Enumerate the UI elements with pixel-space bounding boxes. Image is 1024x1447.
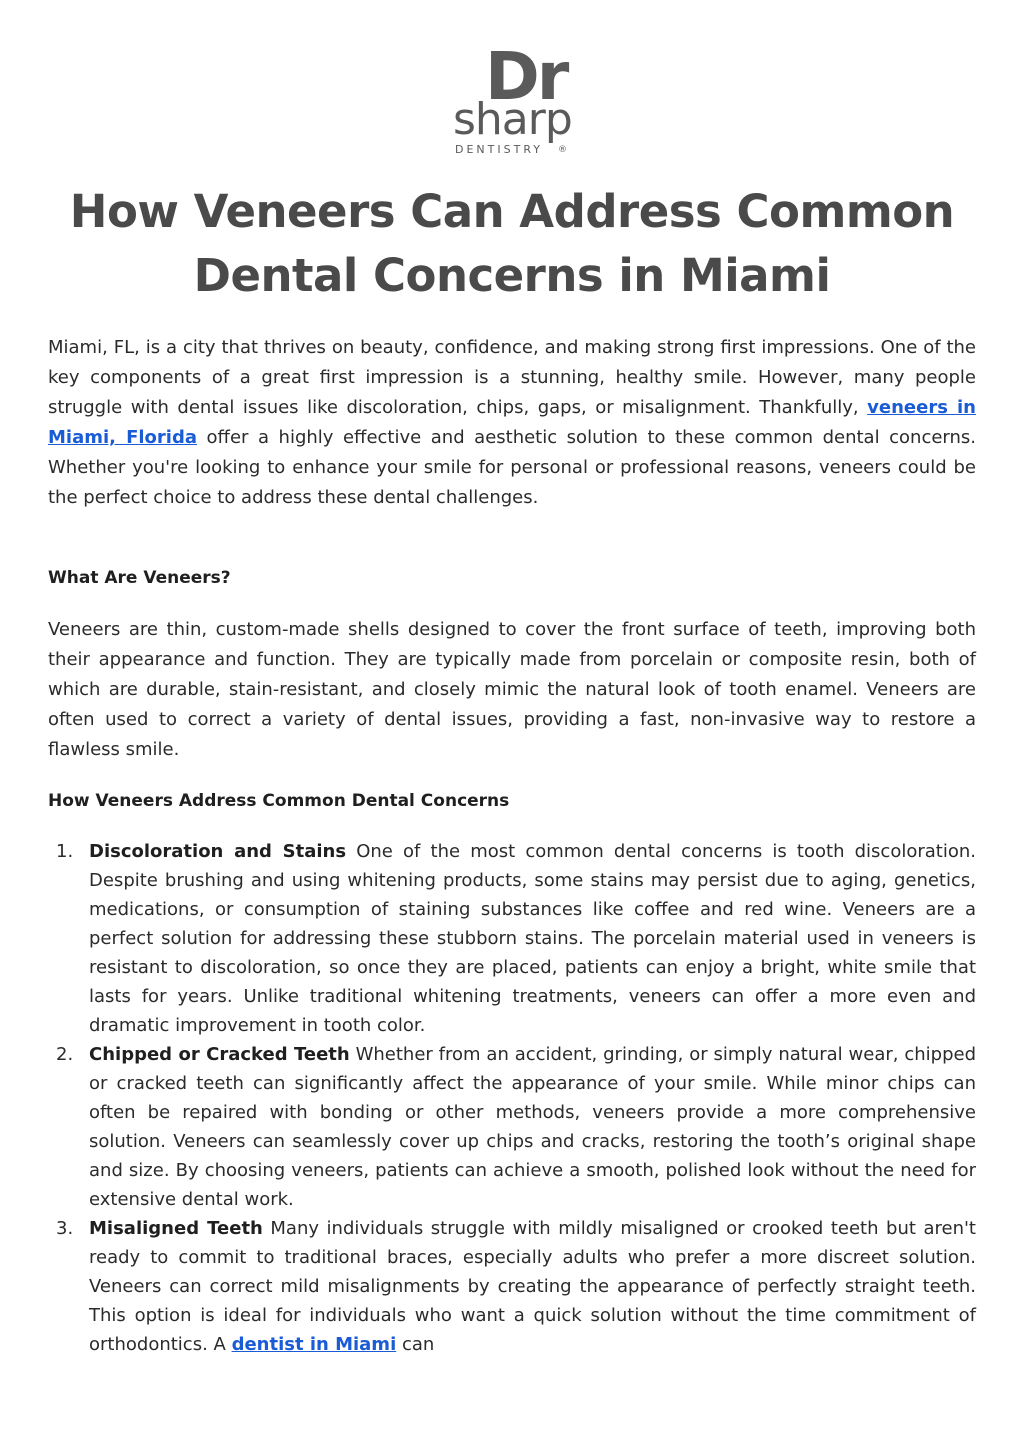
logo-dentistry-text: DENTISTRY [455,143,543,156]
logo-dr-text: Dr [485,38,567,115]
intro-text-before: Miami, FL, is a city that thrives on beauty, confidence, and making strong first impressions. One of the key components of a great first impression is a stunning, healthy smile. However, many people struggle with dental issues like discoloration, chips, gaps, or misalignment. Thankfully, [48,337,976,418]
intro-text-after: offer a highly effective and aesthetic solution to these common dental concerns. Whether you're looking to enhance your smile for personal or professional reasons, veneers could be the perfect choice to address these dental challenges. [48,427,977,508]
list-number: 1. [56,841,74,862]
list-item-text: Many individuals struggle with mildly misaligned or crooked teeth but aren't ready to commit to traditional braces, especially adults who prefer a more discreet solution. Veneers can correct mild misalignments by creating the appearance of perfectly straight teeth. This option is ideal for individuals who want a quick solution without the time commitment of orthodontics. A [89,1218,976,1355]
concerns-list [48,837,976,1359]
what-are-veneers-paragraph: Veneers are thin, custom-made shells designed to cover the front surface of teeth, improving both their appearance and function. They are typically made from porcelain or composite resin, both of which are durable, stain-resistant, and closely mimic the natural look of tooth enamel. Veneers are often used to correct a variety of dental issues, providing a fast, non-invasive way to restore a flawless smile. [48,619,976,760]
intro-paragraph [48,333,976,513]
list-number: 3. [56,1218,74,1239]
list-item [48,1214,976,1359]
section-heading-what-are-veneers: What Are Veneers? [48,568,231,588]
registered-mark-icon: ® [558,145,567,155]
logo-sharp-text: sharp [453,94,572,145]
dentist-in-miami-link[interactable]: dentist in Miami [231,1334,397,1355]
list-item-text-after: can [396,1334,435,1355]
list-item [48,837,976,1040]
list-item-text: One of the most common dental concerns is tooth discoloration. Despite brushing and using whitening products, some stains may persist due to aging, genetics, medications, or consumption of staining substances like coffee and red wine. Veneers are a perfect solution for addressing these stubborn stains. The porcelain material used in veneers is resistant to discoloration, so once they are placed, patients can enjoy a bright, white smile that lasts for years. Unlike traditional whitening treatments, veneers can offer a more even and dramatic improvement in tooth color. [89,841,976,1036]
dr-sharp-logo [447,38,577,160]
section-heading-common-concerns: How Veneers Address Common Dental Concerns [48,791,510,811]
page-title: How Veneers Can Address Common Dental Concerns in Miami [69,185,955,302]
list-item-text: Whether from an accident, grinding, or simply natural wear, chipped or cracked teeth can significantly affect the appearance of your smile. While minor chips can often be repaired with bonding or other methods, veneers provide a more comprehensive solution. Veneers can seamlessly cover up chips and cracks, restoring the tooth’s original shape and size. By choosing veneers, patients can achieve a smooth, polished look without the need for extensive dental work. [89,1044,976,1210]
list-item-term: Discoloration and Stains [89,841,347,862]
list-number: 2. [56,1044,74,1065]
list-item [48,1040,976,1214]
list-item-term: Chipped or Cracked Teeth [89,1044,350,1065]
list-item-term: Misaligned Teeth [89,1218,263,1239]
veneers-in-miami-link[interactable]: veneers in Miami, Florida [48,397,976,448]
